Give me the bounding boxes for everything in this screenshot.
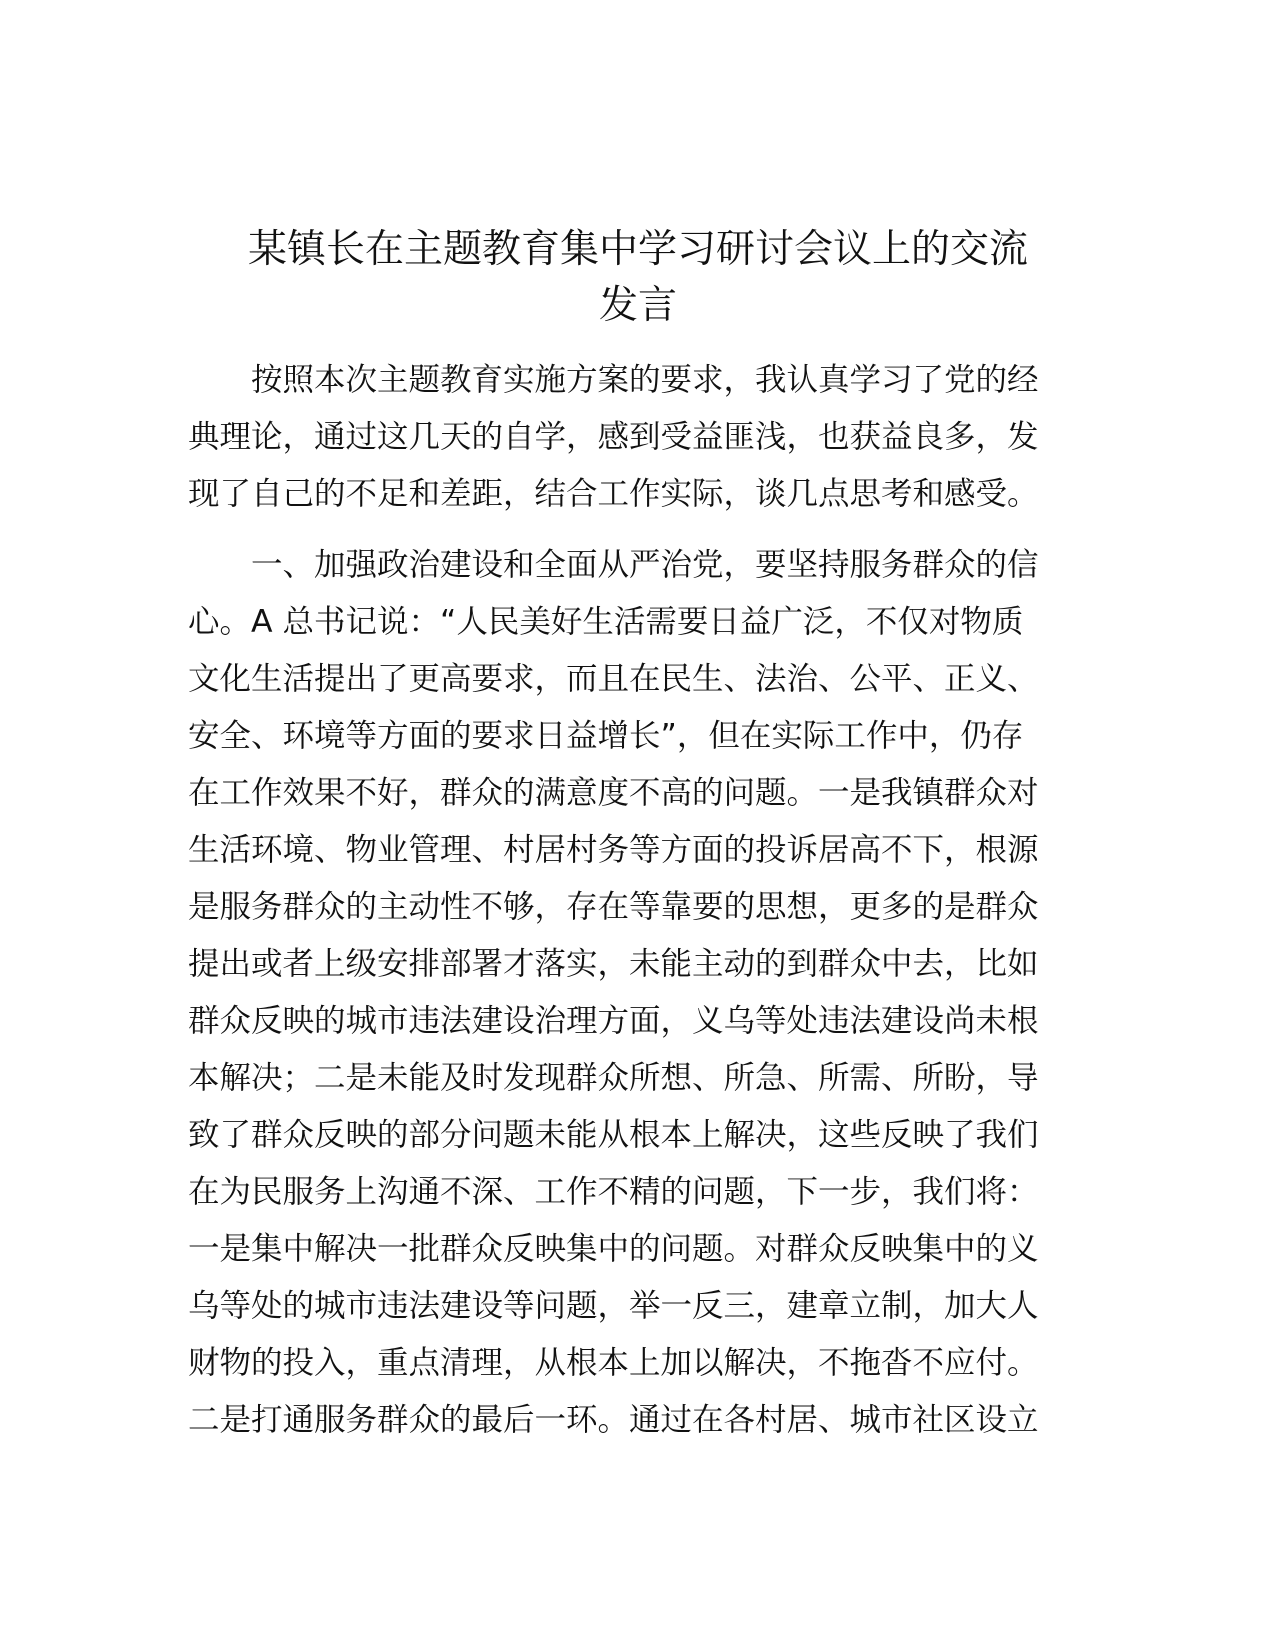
paragraph-line: 现了自己的不足和差距，结合工作实际，谈几点思考和感受。 [188, 476, 1039, 512]
paragraph-line: 按照本次主题教育实施方案的要求，我认真学习了党的经 [188, 362, 1039, 398]
document-body [188, 352, 1088, 1449]
paragraph-line: 一是集中解决一批群众反映集中的问题。对群众反映集中的义 [188, 1231, 1039, 1267]
paragraph-line: 心。A 总书记说：“人民美好生活需要日益广泛，不仅对物质 [188, 604, 1024, 640]
title-line: 某镇长在主题教育集中学习研讨会议上的交流 [247, 227, 1028, 272]
paragraph-line: 在为民服务上沟通不深、工作不精的问题，下一步，我们将： [188, 1174, 1039, 1210]
paragraph-line: 乌等处的城市违法建设等问题，举一反三，建章立制，加大人 [188, 1288, 1039, 1324]
paragraph-line: 文化生活提出了更高要求，而且在民生、法治、公平、正义、 [188, 661, 1039, 697]
paragraph-line: 是服务群众的主动性不够，存在等靠要的思想，更多的是群众 [188, 889, 1039, 925]
paragraph-line: 财物的投入，重点清理，从根本上加以解决，不拖沓不应付。 [188, 1345, 1039, 1381]
paragraph-line: 提出或者上级安排部署才落实，未能主动的到群众中去，比如 [188, 946, 1039, 982]
paragraph-line: 典理论，通过这几天的自学，感到受益匪浅，也获益良多，发 [188, 419, 1039, 455]
paragraph-line: 致了群众反映的部分问题未能从根本上解决，这些反映了我们 [188, 1117, 1039, 1153]
paragraph-line: 一、加强政治建设和全面从严治党，要坚持服务群众的信 [188, 547, 1039, 583]
paragraph-line: 在工作效果不好，群众的满意度不高的问题。一是我镇群众对 [188, 775, 1039, 811]
paragraph-line: 生活环境、物业管理、村居村务等方面的投诉居高不下，根源 [188, 832, 1039, 868]
paragraph-line: 二是打通服务群众的最后一环。通过在各村居、城市社区设立 [188, 1402, 1039, 1438]
title-line: 发言 [598, 283, 677, 328]
paragraph-line: 本解决；二是未能及时发现群众所想、所急、所需、所盼，导 [188, 1060, 1039, 1096]
paragraph-line: 安全、环境等方面的要求日益增长”，但在实际工作中，仍存 [188, 718, 1024, 754]
paragraph-intro [188, 352, 1088, 523]
paragraph-section-one [188, 537, 1088, 1449]
paragraph-line: 群众反映的城市违法建设治理方面，义乌等处违法建设尚未根 [188, 1003, 1039, 1039]
document-title [188, 222, 1088, 334]
